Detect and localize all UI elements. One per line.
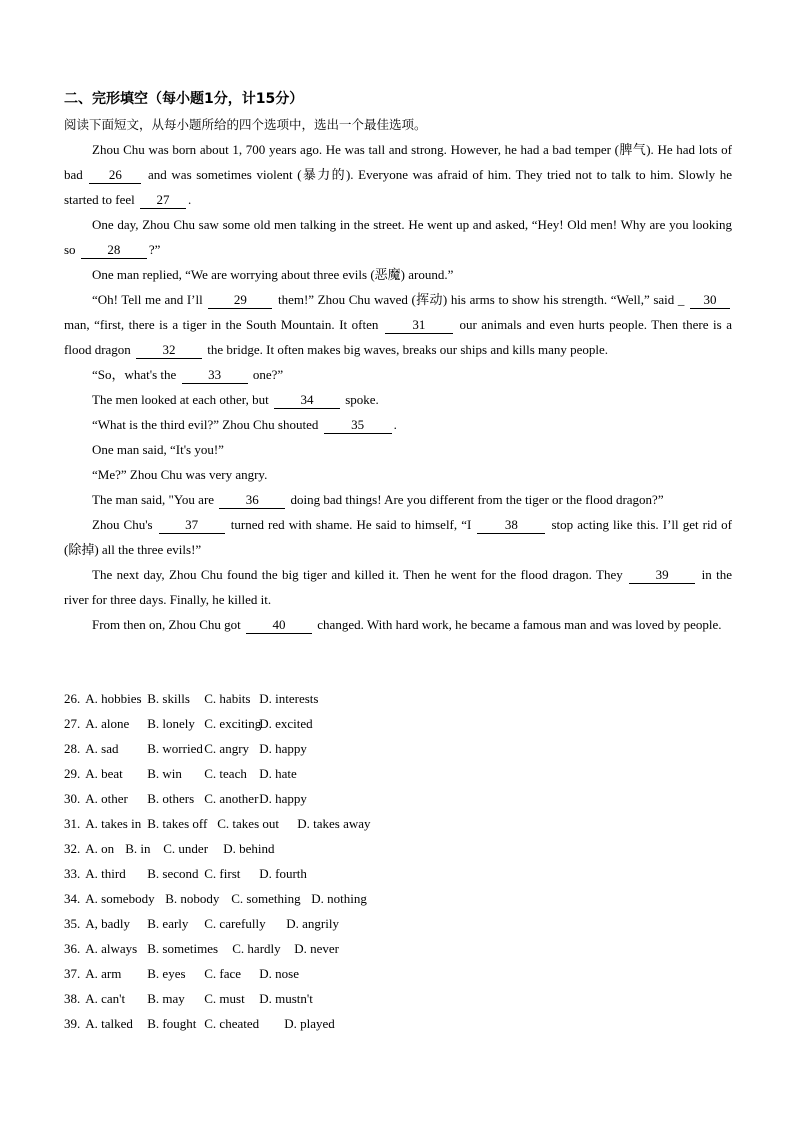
option-b: B. second — [147, 866, 199, 881]
paragraph-6 — [64, 387, 732, 412]
option-b: B. skills — [147, 691, 190, 706]
question-number: 34. — [64, 891, 81, 906]
option-a: A. talked — [85, 1016, 133, 1031]
cloze-passage — [64, 137, 732, 637]
option-a: A. takes in — [85, 816, 142, 831]
passage-text: changed. With hard work, he became a famous man and was loved by people. — [317, 617, 722, 632]
question-number: 37. — [64, 966, 81, 981]
option-row-34 — [64, 886, 684, 911]
option-d: D. excited — [259, 716, 313, 731]
option-row-32 — [64, 836, 684, 861]
passage-text: Zhou Chu's — [92, 517, 153, 532]
question-number: 28. — [64, 741, 81, 756]
option-a: A. on — [85, 841, 115, 856]
blank-29: 29 — [208, 292, 272, 309]
option-row-35 — [64, 911, 684, 936]
instructions: 阅读下面短文，从每小题所给的四个选项中，选出一个最佳选项。 — [64, 117, 427, 132]
option-row-37 — [64, 961, 684, 986]
question-number: 33. — [64, 866, 81, 881]
option-c: C. angry — [204, 741, 250, 756]
passage-text: spoke. — [345, 392, 379, 407]
passage-text: and was sometimes violent (暴力的). Everyone was afraid of him. They tried not to talk to him. Slowly he started to feel — [64, 167, 733, 207]
question-number: 31. — [64, 816, 81, 831]
blank-34: 34 — [274, 392, 340, 409]
option-b: B. fought — [147, 1016, 197, 1031]
option-c: C. exciting — [204, 716, 262, 731]
option-a: A. beat — [85, 766, 123, 781]
passage-text: From then on, Zhou Chu got — [92, 617, 241, 632]
passage-text: One day, Zhou Chu saw some old men talking in the street. He went up and asked, “Hey! Old men! Why are you looking so — [64, 217, 732, 257]
paragraph-12 — [64, 562, 732, 612]
option-b: B. sometimes — [147, 941, 219, 956]
paragraph-13 — [64, 612, 732, 637]
passage-text: Zhou Chu was born about 1, 700 years ago. He was tall and strong. However, he had a bad temper (脾气). He had lots of bad — [64, 142, 732, 182]
paragraph-2 — [64, 212, 732, 262]
passage-text: ?” — [148, 242, 161, 257]
option-row-31 — [64, 811, 684, 836]
option-row-36 — [64, 936, 684, 961]
passage-text: “Oh! Tell me and I’ll — [92, 292, 203, 307]
option-c: C. hardly — [232, 941, 281, 956]
option-c: C. something — [231, 891, 301, 906]
passage-text: “So，what's the — [92, 367, 177, 382]
paragraph-8 — [64, 437, 732, 462]
passage-text: in the river for three days. Finally, he killed it. — [64, 567, 733, 607]
option-d: D. interests — [259, 691, 319, 706]
option-a: A. can't — [85, 991, 126, 1006]
option-a: A. arm — [85, 966, 122, 981]
option-a: A. somebody — [85, 891, 155, 906]
paragraph-3 — [64, 262, 732, 287]
option-d: D. played — [284, 1016, 335, 1031]
option-row-30 — [64, 786, 684, 811]
option-c: C. teach — [204, 766, 247, 781]
option-a: A. alone — [85, 716, 130, 731]
option-d: D. takes away — [297, 816, 371, 831]
option-b: B. eyes — [147, 966, 186, 981]
question-number: 30. — [64, 791, 81, 806]
option-c: C. carefully — [204, 916, 266, 931]
option-a: A. hobbies — [85, 691, 142, 706]
paragraph-5 — [64, 362, 732, 387]
question-number: 27. — [64, 716, 81, 731]
question-number: 35. — [64, 916, 81, 931]
question-number: 38. — [64, 991, 81, 1006]
option-a: A. always — [85, 941, 138, 956]
answer-options — [64, 686, 684, 1036]
paragraph-10 — [64, 487, 732, 512]
option-c: C. under — [163, 841, 209, 856]
passage-text: One man said, “It's you!” — [92, 442, 224, 457]
option-b: B. may — [147, 991, 185, 1006]
blank-28: 28 — [81, 242, 147, 259]
blank-30: 30 — [690, 292, 730, 309]
passage-text: them!” Zhou Chu waved (挥动) his arms to show his strength. “Well,” said _ — [277, 292, 685, 307]
option-row-27 — [64, 711, 684, 736]
option-row-33 — [64, 861, 684, 886]
option-d: D. behind — [223, 841, 275, 856]
blank-38: 38 — [477, 517, 545, 534]
option-d: D. angrily — [286, 916, 339, 931]
option-a: A, badly — [85, 916, 131, 931]
passage-text: stop acting like this. I’ll get rid of (除掉) all the three evils!” — [64, 517, 733, 557]
passage-text: . — [188, 192, 192, 207]
passage-text: One man replied, “We are worrying about three evils (恶魔) around.” — [92, 267, 454, 282]
option-d: D. happy — [259, 791, 307, 806]
passage-text: man, “first, there is a tiger in the South Mountain. It often — [64, 317, 379, 332]
option-d: D. nose — [259, 966, 299, 981]
option-d: D. hate — [259, 766, 297, 781]
option-c: C. takes out — [217, 816, 279, 831]
passage-text: the bridge. It often makes big waves, breaks our ships and kills many people. — [207, 342, 609, 357]
option-row-39 — [64, 1011, 684, 1036]
option-d: D. nothing — [311, 891, 367, 906]
question-number: 26. — [64, 691, 81, 706]
blank-35: 35 — [324, 417, 392, 434]
passage-text: The man said, "You are — [92, 492, 215, 507]
option-c: C. another — [204, 791, 259, 806]
passage-text: turned red with shame. He said to himself, “I — [230, 517, 472, 532]
option-b: B. others — [147, 791, 195, 806]
option-a: A. sad — [85, 741, 119, 756]
option-d: D. never — [294, 941, 340, 956]
option-b: B. lonely — [147, 716, 195, 731]
paragraph-4 — [64, 287, 732, 362]
passage-text: . — [393, 417, 397, 432]
option-d: D. fourth — [259, 866, 307, 881]
option-b: B. worried — [147, 741, 203, 756]
option-c: C. must — [204, 991, 245, 1006]
option-c: C. habits — [204, 691, 251, 706]
option-b: B. early — [147, 916, 189, 931]
passage-text: “What is the third evil?” Zhou Chu shouted — [92, 417, 319, 432]
option-c: C. first — [204, 866, 241, 881]
option-row-29 — [64, 761, 684, 786]
option-b: B. in — [125, 841, 151, 856]
passage-text: The next day, Zhou Chu found the big tiger and killed it. Then he went for the flood dragon. They — [92, 567, 623, 582]
paragraph-9 — [64, 462, 732, 487]
blank-37: 37 — [159, 517, 225, 534]
blank-32: 32 — [136, 342, 202, 359]
option-b: B. win — [147, 766, 182, 781]
paragraph-1 — [64, 137, 732, 212]
section-heading: 二、完形填空（每小题1分，计15分） — [64, 91, 304, 107]
option-a: A. third — [85, 866, 126, 881]
passage-text: “Me?” Zhou Chu was very angry. — [92, 467, 268, 482]
blank-27: 27 — [140, 192, 186, 209]
blank-33: 33 — [182, 367, 248, 384]
paragraph-7 — [64, 412, 732, 437]
option-c: C. face — [204, 966, 242, 981]
blank-36: 36 — [219, 492, 285, 509]
question-number: 29. — [64, 766, 81, 781]
option-c: C. cheated — [204, 1016, 260, 1031]
blank-40: 40 — [246, 617, 312, 634]
passage-text: our animals and even hurts people. Then there is a flood dragon — [64, 317, 733, 357]
option-row-38 — [64, 986, 684, 1011]
option-a: A. other — [85, 791, 128, 806]
paragraph-11 — [64, 512, 732, 562]
question-number: 36. — [64, 941, 81, 956]
blank-26: 26 — [89, 167, 141, 184]
option-row-26 — [64, 686, 684, 711]
blank-31: 31 — [385, 317, 453, 334]
passage-text: doing bad things! Are you different from the tiger or the flood dragon?” — [290, 492, 664, 507]
option-d: D. happy — [259, 741, 307, 756]
blank-39: 39 — [629, 567, 695, 584]
question-number: 39. — [64, 1016, 81, 1031]
option-b: B. nobody — [165, 891, 220, 906]
option-row-28 — [64, 736, 684, 761]
passage-text: The men looked at each other, but — [92, 392, 269, 407]
option-b: B. takes off — [147, 816, 208, 831]
option-d: D. mustn't — [259, 991, 313, 1006]
passage-text: one?” — [252, 367, 284, 382]
question-number: 32. — [64, 841, 81, 856]
